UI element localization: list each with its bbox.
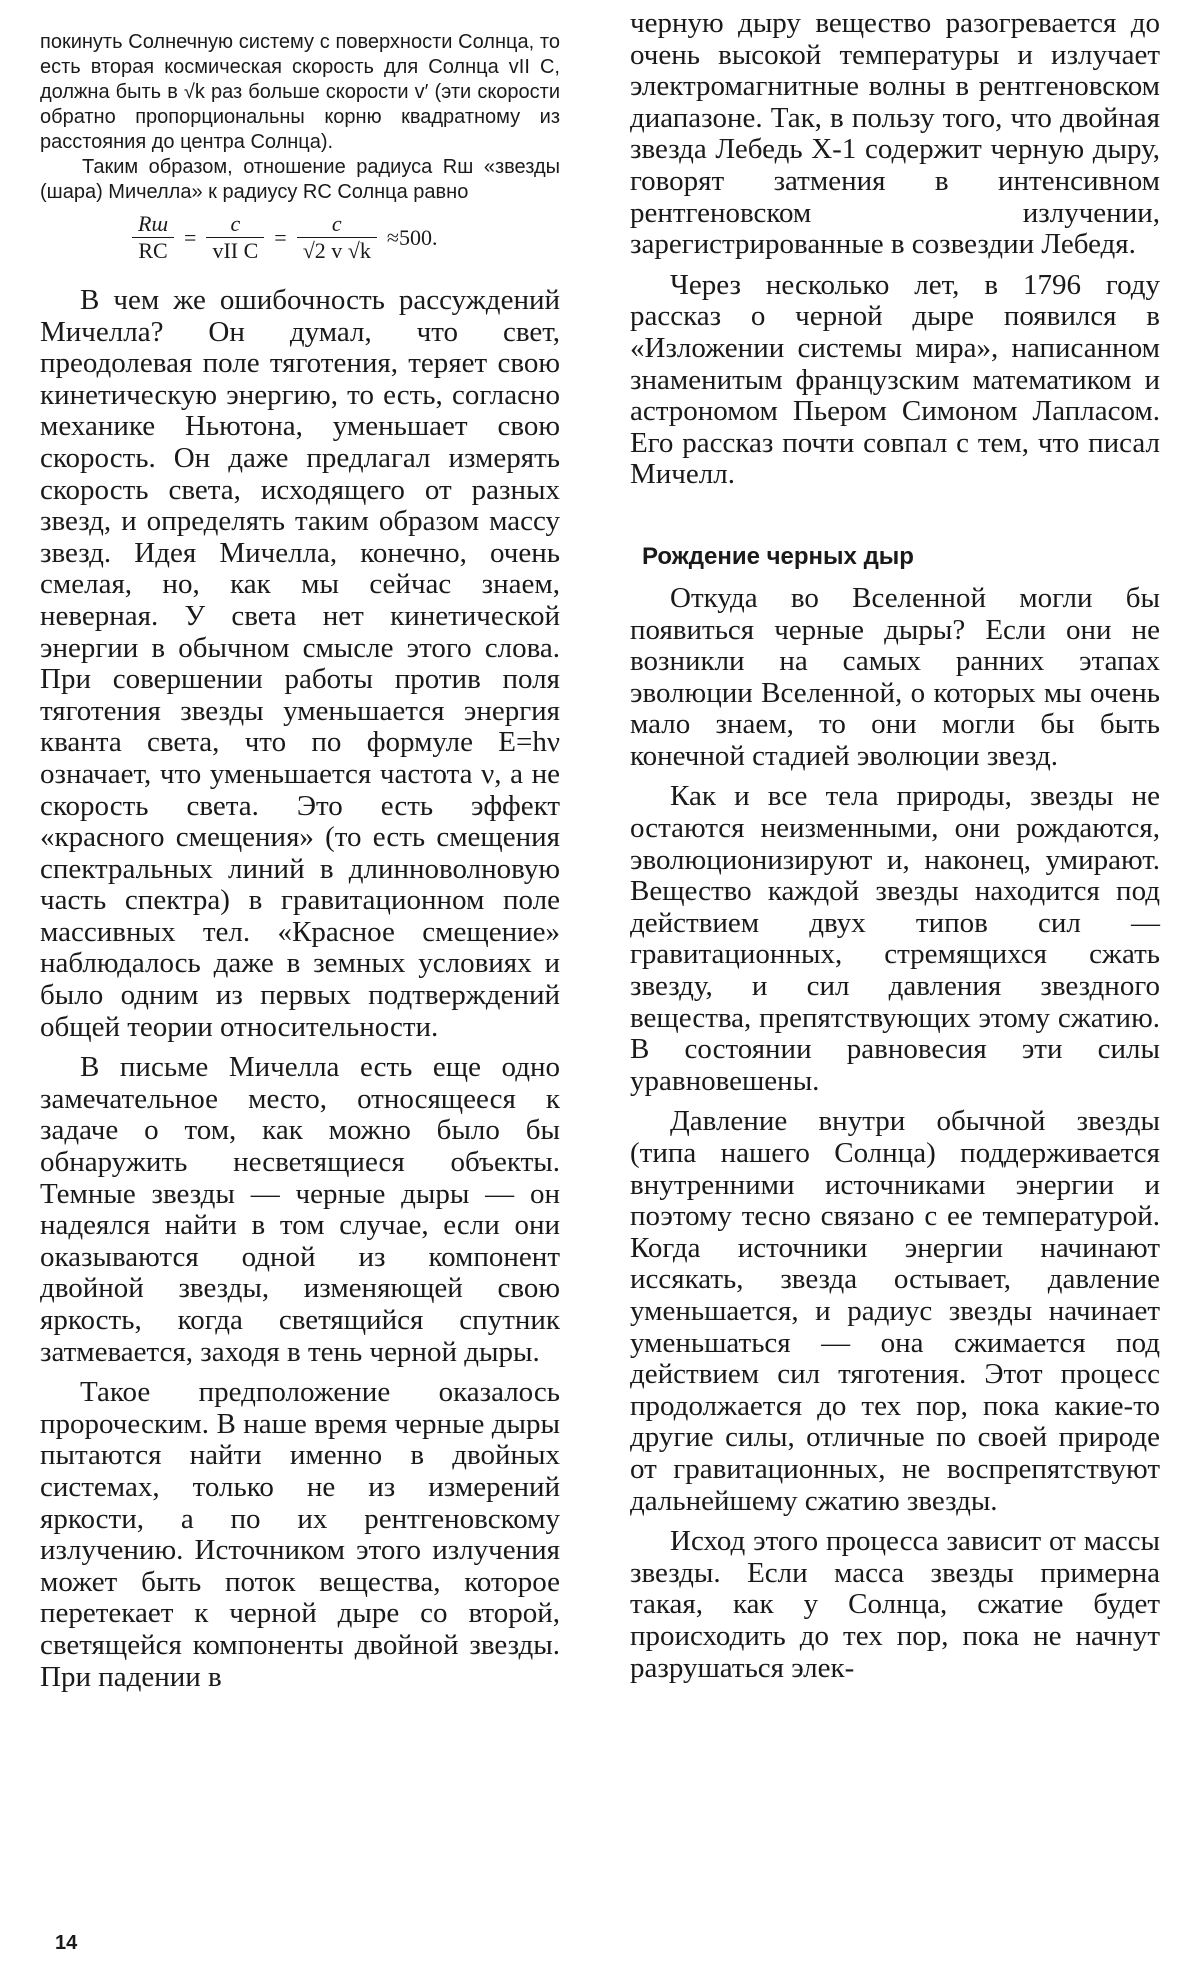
radius-ratio-formula: $\frac{Rш}{RC}$ = $\frac{c}{\text{vII C}}$ = $\frac{c}{√2 v √k}$ ≈500.	[132, 211, 560, 275]
formula-mid-num: c	[206, 211, 264, 238]
paragraph: Как и все тела природы, звезды не остаются неизменными, они рождаются, эволюционизируют и, наконец, умирают. Вещество каждой звезды находится под действием двух типов сил — гравитационных, стремящихся сжать звезду, и сил давления звездного вещества, препятствующих этому сжатию. В состоянии равновесия эти силы уравновешены.	[630, 780, 1160, 1097]
section-heading: Рождение черных дыр	[642, 542, 914, 570]
formula-result: ≈500.	[386, 224, 438, 250]
page-number: 14	[55, 1932, 78, 1954]
paragraph: В чем же ошибочность рассуждений Мичелла? Он думал, что свет, преодолевая поле тяготения, теряет свою кинетическую энергию, то есть, согласно механике Ньютона, уменьшает свою скорость. Он даже предлагал измерять скорость света, исходящего от разных звезд, и определять таким образом массу звезд. Идея Мичелла, конечно, очень смелая, но, как мы сейчас знаем, неверная. У света нет кинетической энергии в обычном смысле этого слова. При совершении работы против поля тяготения звезды уменьшается энергия кванта света, что по формуле E=hν означает, что уменьшается частота ν, а не скорость света. Это есть эффект «красного смещения» (то есть смещения спектральных линий в длинноволновую часть спектра) в гравитационном поле массивных тел. «Красное смещение» наблюдалось даже в земных условиях и было одним из первых подтверждений общей теории относительности.	[40, 284, 560, 1043]
formula-lhs-den: RC	[138, 238, 168, 263]
left-column	[40, 30, 560, 1693]
formula-rhs-num: c	[297, 211, 377, 238]
paragraph: Откуда во Вселенной могли бы появиться черные дыры? Если они не возникли на самых ранних этапах эволюции Вселенной, о которых мы очень мало знаем, то они могли бы быть конечной стадией эволюции звезд.	[630, 581, 1160, 772]
paragraph: Через несколько лет, в 1796 году рассказ о черной дыре появился в «Изложении системы мира», написанном знаменитым французским математиком и астрономом Пьером Симоном Лапласом. Его рассказ почти совпал с тем, что писал Мичелл.	[630, 268, 1160, 491]
paragraph: черную дыру вещество разогревается до очень высокой температуры и излучает электромагнитные волны в рентгеновском диапазоне. Так, в пользу того, что двойная звезда Лебедь X-1 содержит черную дыру, говорят затмения в интенсивном рентгеновском излучении, зарегистрированные в созвездии Лебедя.	[630, 7, 1160, 261]
formula-rhs	[297, 211, 377, 264]
formula-lhs-num: Rш	[132, 211, 174, 238]
intro-text: покинуть Солнечную систему с поверхности Солнца, то есть вторая космическая скорость для Солнца vII C, должна быть в √k раз больше скорости v′ (эти скорости обратно пропорциональны корню квадратному из расстояния до центра Солнца).	[40, 31, 560, 153]
paragraph: Исход этого процесса зависит от массы звезды. Если масса звезды примерна такая, как у Солнца, сжатие будет происходить до тех пор, пока не начнут разрушаться элек-	[630, 1525, 1160, 1684]
paragraph: Давление внутри обычной звезды (типа нашего Солнца) поддерживается внутренними источниками энергии и поэтому тесно связано с ее температурой. Когда источники энергии начинают иссякать, звезда остывает, давление уменьшается, и радиус звезды начинает уменьшаться — она сжимается под действием сил тяготения. Этот процесс продолжается до тех пор, пока какие-то другие силы, отличные по своей природе от гравитационных, не воспрепятствуют дальнейшему сжатию звезды.	[630, 1105, 1160, 1517]
ratio-intro-text: Таким образом, отношение радиуса Rш «звезды (шара) Мичелла» к радиусу RC Солнца равно	[40, 156, 560, 203]
formula-lhs	[132, 211, 174, 264]
formula-mid	[206, 211, 264, 264]
paragraph: Такое предположение оказалось пророческим. В наше время черные дыры пытаются найти именно в двойных системах, только не из измерений яркости, а по их рентгеновскому излучению. Источником этого излучения может быть поток вещества, которое перетекает к черной дыре со второй, светящейся компоненты двойной звезды. При падении в	[40, 1376, 560, 1693]
formula-mid-den: vII C	[212, 238, 259, 263]
formula-rhs-den: √2 v √k	[302, 238, 371, 263]
paragraph: В письме Мичелла есть еще одно замечательное место, относящееся к задаче о том, как можно было бы обнаружить несветящиеся объекты. Темные звезды — черные дыры — он надеялся найти в том случае, если они оказываются одной из компонент двойной звезды, изменяющей свою яркость, когда светящийся спутник затмевается, заходя в тень черной дыры.	[40, 1051, 560, 1368]
right-column	[630, 8, 1160, 1684]
